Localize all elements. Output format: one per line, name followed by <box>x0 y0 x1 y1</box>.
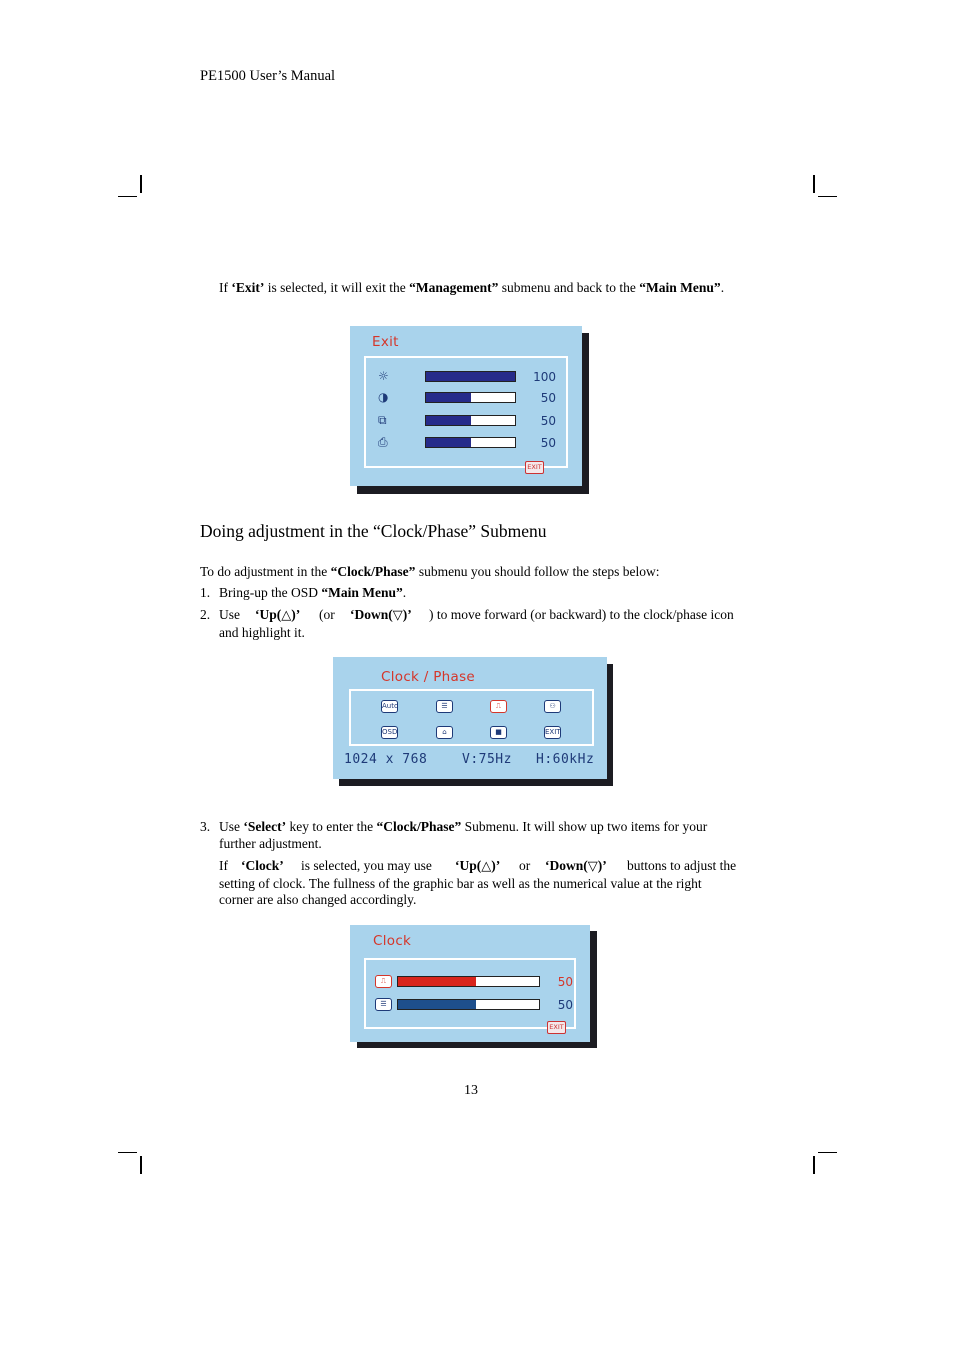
step-3-text <box>219 818 707 835</box>
crop-mark <box>818 196 837 197</box>
level-bar-fill <box>426 438 471 447</box>
up-key: ‘Up( <box>455 858 482 873</box>
running-header: PE1500 User’s Manual <box>200 68 336 84</box>
level-value: 50 <box>540 391 556 405</box>
intro-management: “Management” <box>409 280 499 295</box>
level-value: 50 <box>540 436 556 450</box>
step-text: Use <box>219 819 244 834</box>
level-bar-fill <box>398 1000 476 1009</box>
step-2-number: 2. <box>200 607 211 622</box>
section-heading: Doing adjustment in the “Clock/Phase” Submenu <box>200 521 547 541</box>
intro-exit: ‘Exit’ <box>231 280 265 295</box>
level-bar <box>397 976 540 987</box>
osd-title: Exit <box>372 334 399 350</box>
lead-clockphase: “Clock/Phase” <box>330 564 416 579</box>
step-text: Submenu. It will show up two items for your <box>461 819 708 834</box>
osd-title: Clock / Phase <box>381 669 476 685</box>
step-2-up <box>255 606 300 624</box>
level-bar-fill <box>426 372 515 381</box>
level-value: 50 <box>540 414 556 428</box>
level-value: 50 <box>557 998 573 1012</box>
intro-paragraph <box>219 279 724 296</box>
step-main-menu: “Main Menu” <box>321 585 403 600</box>
auto-adjust-icon[interactable]: Auto <box>381 700 398 713</box>
down-key: ‘Down( <box>545 858 588 873</box>
step-3-down <box>545 857 607 875</box>
down-key-end: )’ <box>402 607 412 622</box>
crop-mark <box>118 1152 137 1153</box>
step-3-buttons: buttons to adjust the <box>627 858 737 873</box>
step-3-line2: further adjustment. <box>219 836 322 851</box>
step-3-clock <box>241 857 284 874</box>
step-text: . <box>402 585 407 600</box>
step-text: Bring-up the OSD <box>219 585 322 600</box>
step-3-selected: is selected, you may use <box>301 858 432 873</box>
exit-icon[interactable]: EXIT <box>544 726 561 739</box>
exit-icon: EXIT <box>525 461 544 474</box>
step-2-rest: ) to move forward (or backward) to the clock/phase icon <box>429 607 734 622</box>
intro-text: submenu and back to the <box>498 280 640 295</box>
step-clockphase: “Clock/Phase” <box>376 819 462 834</box>
level-bar <box>425 415 516 426</box>
crop-mark <box>813 1156 815 1174</box>
step-2-line2: and highlight it. <box>219 625 305 640</box>
level-bar-fill <box>398 977 476 986</box>
lead-text: To do adjustment in the <box>200 564 331 579</box>
crop-mark <box>140 1156 142 1174</box>
osd-exit-panel <box>350 326 582 486</box>
resolution-readout: 1024 x 768 <box>344 752 428 767</box>
osd-settings-icon[interactable]: OSD <box>381 726 398 739</box>
phase-icon[interactable]: ☰ <box>436 700 453 713</box>
page-number: 13 <box>464 1083 478 1098</box>
crop-mark <box>118 196 137 197</box>
level-bar-fill <box>426 393 471 402</box>
level-value: 50 <box>557 975 573 989</box>
level-bar-fill <box>426 416 471 425</box>
management-icon[interactable]: ⌂ <box>436 726 453 739</box>
brightness-icon: ☼ <box>378 369 389 383</box>
up-triangle-icon: △ <box>281 608 292 623</box>
step-3-number: 3. <box>200 819 211 834</box>
up-key-end: )’ <box>491 858 501 873</box>
intro-main-menu: “Main Menu” <box>639 280 721 295</box>
intro-text: . <box>720 280 725 295</box>
down-key-end: )’ <box>597 858 607 873</box>
down-key: ‘Down( <box>350 607 393 622</box>
intro-text: If <box>219 280 232 295</box>
horizontal-frequency: H:60kHz <box>536 752 595 767</box>
step-3-up <box>455 857 500 875</box>
crop-mark <box>140 175 142 193</box>
osd-inner-frame <box>364 958 576 1029</box>
clock-icon: ⎍ <box>375 975 392 988</box>
level-value: 100 <box>533 370 556 384</box>
step-2-down <box>350 606 412 624</box>
step-1-text <box>219 584 406 601</box>
osd-title: Clock <box>373 933 412 949</box>
crop-mark <box>818 1152 837 1153</box>
up-key: ‘Up( <box>255 607 282 622</box>
language-icon[interactable]: ■ <box>490 726 507 739</box>
step-2-use: Use <box>219 607 240 622</box>
step-3-or: or <box>519 858 531 873</box>
step-text: key to enter the <box>286 819 377 834</box>
level-bar <box>425 437 516 448</box>
osd-clockphase-panel <box>333 657 607 779</box>
level-bar <box>397 999 540 1010</box>
lead-text: submenu you should follow the steps below: <box>415 564 660 579</box>
select-key: ‘Select’ <box>243 819 287 834</box>
steps-lead <box>200 563 660 580</box>
up-key-end: )’ <box>291 607 301 622</box>
phase-icon: ☰ <box>375 998 392 1011</box>
color-icon[interactable]: ⚇ <box>544 700 561 713</box>
up-triangle-icon: △ <box>481 859 492 874</box>
down-triangle-icon: ▽ <box>587 859 598 874</box>
vertical-frequency: V:75Hz <box>462 752 512 767</box>
hsize-icon: ⧉ <box>378 413 387 427</box>
step-2-or: (or <box>319 607 335 622</box>
clock-icon[interactable]: ⎍ <box>490 700 507 713</box>
step-3-if: If <box>219 858 228 873</box>
intro-text: is selected, it will exit the <box>264 280 410 295</box>
contrast-icon: ◑ <box>378 390 389 404</box>
level-bar <box>425 392 516 403</box>
step-3-line4: setting of clock. The fullness of the graphic bar as well as the numerical value at the right <box>219 876 702 891</box>
down-triangle-icon: ▽ <box>392 608 403 623</box>
exit-icon: EXIT <box>547 1021 566 1034</box>
level-bar <box>425 371 516 382</box>
vsize-icon: ⎙ <box>378 435 388 449</box>
clock-key: ‘Clock’ <box>241 858 284 873</box>
step-3-line5: corner are also changed accordingly. <box>219 892 417 907</box>
step-1-number: 1. <box>200 585 211 600</box>
osd-clock-panel <box>350 925 590 1042</box>
crop-mark <box>813 175 815 193</box>
